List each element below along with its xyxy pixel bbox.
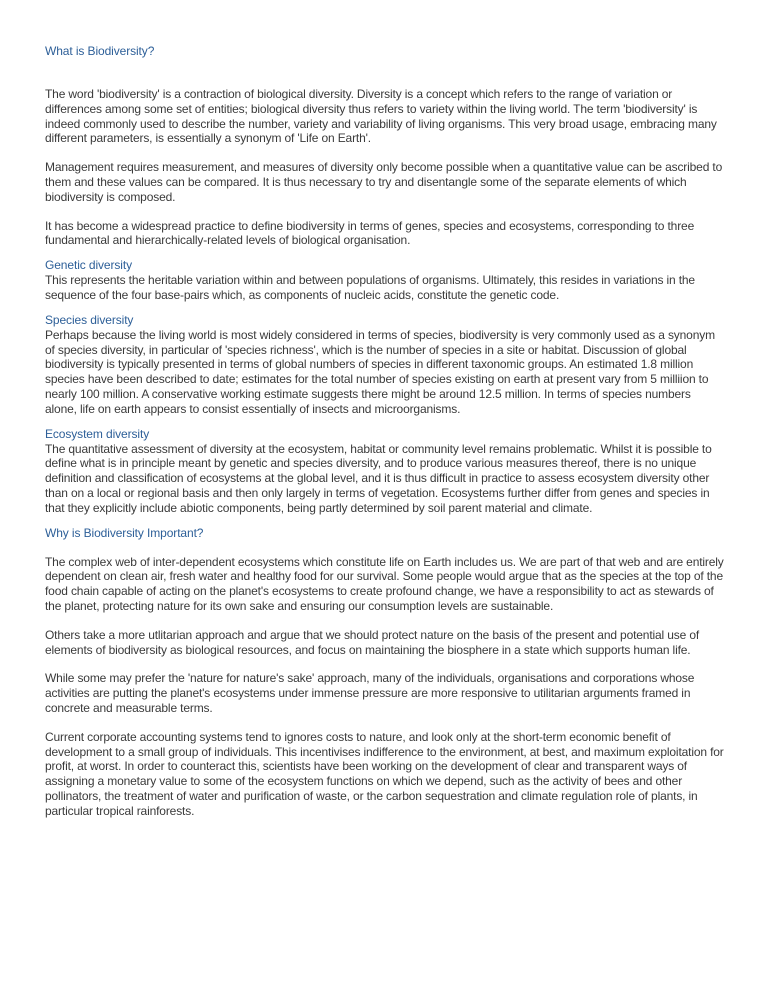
species-diversity-text: Perhaps because the living world is most widely considered in terms of species, biodiversity is very commonly used as a synonym of species diversity, in particular of 'species richness', which is the number of species in a site or habitat. Discussion of global biodiversity is typically presented in terms of global numbers of species in different taxonomic groups. An estimated 1.8 million species have been described to date; estimates for the total number of species existing on earth at present vary from 5 milliion to nearly 100 million. A conservative working estimate suggests there might be around 12.5 million. In terms of species numbers alone, life on earth appears to consist essentially of insects and microorganisms. bbox=[45, 327, 715, 416]
why-important-heading: Why is Biodiversity Important? bbox=[45, 525, 204, 540]
species-diversity-heading: Species diversity bbox=[45, 312, 134, 327]
intro-paragraph-1: The word 'biodiversity' is a contraction of biological diversity. Diversity is a concept which refers to the range of variation or differences among some set of entities; biological diversity thus refers to variety within the living world. The term 'biodiversity' is indeed commonly used to describe the number, variety and variability of living organisms. This very broad usage, embracing many different parameters, is essentially a synonym of 'Life on Earth'. bbox=[45, 87, 717, 146]
genetic-diversity-text: This represents the heritable variation within and between populations of organisms. Ultimately, this resides in variations in the sequence of the four base-pairs which, as components of nucleic acids, constitute the genetic code. bbox=[45, 273, 695, 302]
why-paragraph-2: Others take a more utlitarian approach and argue that we should protect nature on the basis of the present and potential use of elements of biodiversity as biological resources, and focus on maintaining the biosphere in a state which supports human life. bbox=[45, 627, 700, 657]
page-title: What is Biodiversity? bbox=[45, 44, 155, 58]
why-paragraph-3: While some may prefer the 'nature for nature's sake' approach, many of the individuals, organisations and corporations whose activities are putting the planet's ecosystems under immense pressure are more responsive to utilitarian arguments framed in concrete and measurable terms. bbox=[45, 671, 695, 715]
ecosystem-diversity-text: The quantitative assessment of diversity at the ecosystem, habitat or community level remains problematic. Whilst it is possible to define what is in principle meant by genetic and species diversity, and to produce various measures thereof, there is no unique definition and classification of ecosystems at the global level, and it is thus difficult in practice to assess ecosystem diversity other than on a local or regional basis and then only largely in terms of vegetation. Ecosystems further differ from genes and species in that they explicitly include abiotic components, being partly determined by soil parent material and climate. bbox=[45, 441, 712, 515]
intro-paragraph-3: It has become a widespread practice to define biodiversity in terms of genes, species and ecosystems, corresponding to three fundamental and hierarchically-related levels of biological organisation. bbox=[45, 218, 695, 248]
ecosystem-diversity-heading: Ecosystem diversity bbox=[45, 426, 150, 441]
intro-paragraph-2: Management requires measurement, and measures of diversity only become possible when a quantitative value can be ascribed to them and these values can be compared. It is thus necessary to try and disentangle some of the separate elements of which biodiversity is composed. bbox=[45, 160, 723, 204]
document-page bbox=[45, 44, 725, 818]
why-paragraph-1: The complex web of inter-dependent ecosystems which constitute life on Earth includes us. We are part of that web and are entirely dependent on clean air, fresh water and healthy food for our survival. Some people would argue that as the species at the top of the food chain capable of acting on the planet's ecosystems to create profound change, we have a responsibility to act as stewards of the planet, protecting nature for its own sake and ensuring our consumption levels are sustainable. bbox=[45, 554, 724, 613]
genetic-diversity-heading: Genetic diversity bbox=[45, 258, 132, 273]
why-paragraph-4: Current corporate accounting systems tend to ignores costs to nature, and look only at the short-term economic benefit of development to a small group of individuals. This incentivises indifference to the environment, at best, and maximum exploitation for profit, at worst. In order to counteract this, scientists have been working on the development of clear and transparent ways of assigning a monetary value to some of the ecosystem functions on which we depend, such as the activity of bees and other pollinators, the treatment of water and purification of waste, or the carbon sequestration and climate regulation role of plants, in particular tropical rainforests. bbox=[45, 729, 724, 818]
